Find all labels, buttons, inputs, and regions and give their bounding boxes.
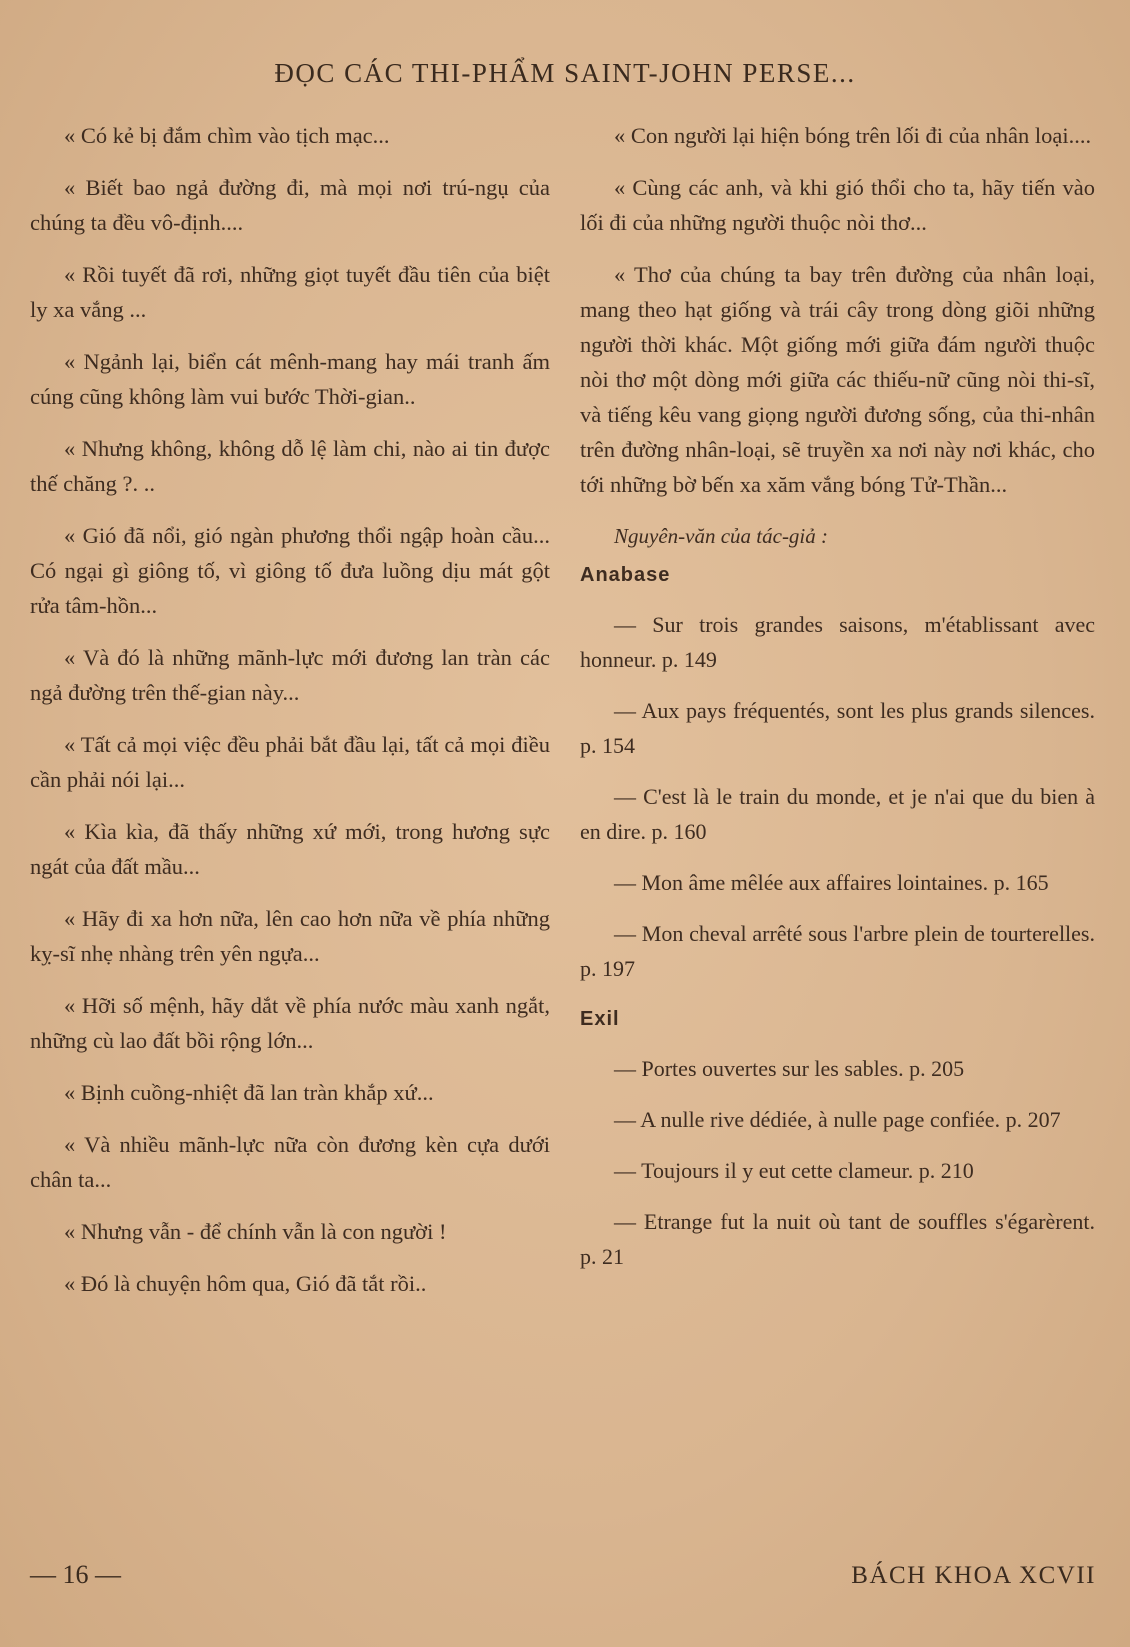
quote: — Toujours il y eut cette clameur. p. 210 bbox=[614, 1158, 974, 1183]
quote: — C'est là le train du monde, et je n'ai que du bien à en dire. p. 160 bbox=[580, 784, 1095, 844]
quote: — Aux pays fréquentés, sont les plus grands silences. p. 154 bbox=[580, 698, 1095, 758]
quote: — Portes ouvertes sur les sables. p. 205 bbox=[614, 1056, 965, 1081]
paragraph: « Bịnh cuồng-nhiệt đã lan tràn khắp xứ... bbox=[64, 1080, 434, 1105]
paragraph: « Thơ của chúng ta bay trên đường của nhân loại, mang theo hạt giống và trái cây trong dòng giõi những người thời khác. Một giống mới giữa đám người thuộc nòi thơ một dòng mới giữa các thiếu-nữ cũng nòi thi-sĩ, và tiếng kêu vang giọng người đương sống, của thi-nhân trên đường nhân-loại, sẽ truyền xa nơi này nơi khác, cho tới những bờ bến xa xăm vắng bóng Tử-Thần... bbox=[580, 262, 1095, 497]
paragraph: « Hỡi số mệnh, hãy dắt về phía nước màu xanh ngắt, những cù lao đất bồi rộng lớn... bbox=[30, 993, 550, 1053]
running-header: ĐỌC CÁC THI-PHẨM SAINT-JOHN PERSE... bbox=[274, 58, 856, 88]
paragraph: « Kìa kìa, đã thấy những xứ mới, trong hương sực ngát của đất mầu... bbox=[30, 819, 550, 879]
book-title: Anabase bbox=[580, 564, 671, 586]
paragraph: « Và đó là những mãnh-lực mới đương lan tràn các ngả đường trên thế-gian này... bbox=[30, 645, 550, 705]
left-column bbox=[30, 118, 550, 1318]
quote: — Mon âme mêlée aux affaires lointaines. p. 165 bbox=[614, 870, 1049, 895]
paragraph: « Ngảnh lại, biển cát mênh-mang hay mái tranh ấm cúng cũng không làm vui bước Thời-gian.. bbox=[30, 349, 550, 409]
quote: — Etrange fut la nuit où tant de souffles s'égarèrent. p. 21 bbox=[580, 1209, 1095, 1269]
paragraph: « Đó là chuyện hôm qua, Gió đã tắt rồi.. bbox=[64, 1271, 427, 1296]
paragraph: « Hãy đi xa hơn nữa, lên cao hơn nữa về phía những kỵ-sĩ nhẹ nhàng trên yên ngựa... bbox=[30, 906, 550, 966]
paragraph: « Biết bao ngả đường đi, mà mọi nơi trú-ngụ của chúng ta đều vô-định.... bbox=[30, 175, 550, 235]
paragraph: « Nhưng không, không dỗ lệ làm chi, nào ai tin được thế chăng ?. .. bbox=[30, 436, 550, 496]
paragraph: « Tất cả mọi việc đều phải bắt đầu lại, tất cả mọi điều cần phải nói lại... bbox=[30, 732, 550, 792]
quote: — Sur trois grandes saisons, m'établissant avec honneur. p. 149 bbox=[580, 612, 1095, 672]
paragraph: « Nhưng vẫn - để chính vẫn là con người ! bbox=[64, 1219, 447, 1244]
paragraph: « Cùng các anh, và khi gió thổi cho ta, hãy tiến vào lối đi của những người thuộc nòi thơ... bbox=[580, 175, 1095, 235]
book-title: Exil bbox=[580, 1008, 620, 1030]
paragraph: « Gió đã nổi, gió ngàn phương thổi ngập hoàn cầu... Có ngại gì giông tố, vì giông tố đưa luồng dịu mát gột rửa tâm-hồn... bbox=[30, 523, 550, 618]
quote: — A nulle rive dédiée, à nulle page confiée. p. 207 bbox=[614, 1107, 1061, 1132]
quote: — Mon cheval arrêté sous l'arbre plein de tourterelles. p. 197 bbox=[580, 921, 1095, 981]
paragraph: « Và nhiều mãnh-lực nữa còn đương kèn cựa dưới chân ta... bbox=[30, 1132, 550, 1192]
source-label: Nguyên-văn của tác-giả : bbox=[614, 524, 829, 548]
page-number: — 16 — bbox=[30, 1560, 121, 1589]
journal-footer: BÁCH KHOA XCVII bbox=[851, 1562, 1096, 1589]
paragraph: « Con người lại hiện bóng trên lối đi của nhân loại.... bbox=[614, 123, 1092, 148]
right-column bbox=[580, 118, 1095, 1290]
paragraph: « Có kẻ bị đắm chìm vào tịch mạc... bbox=[64, 123, 390, 148]
paragraph: « Rồi tuyết đã rơi, những giọt tuyết đầu tiên của biệt ly xa vắng ... bbox=[30, 262, 550, 322]
